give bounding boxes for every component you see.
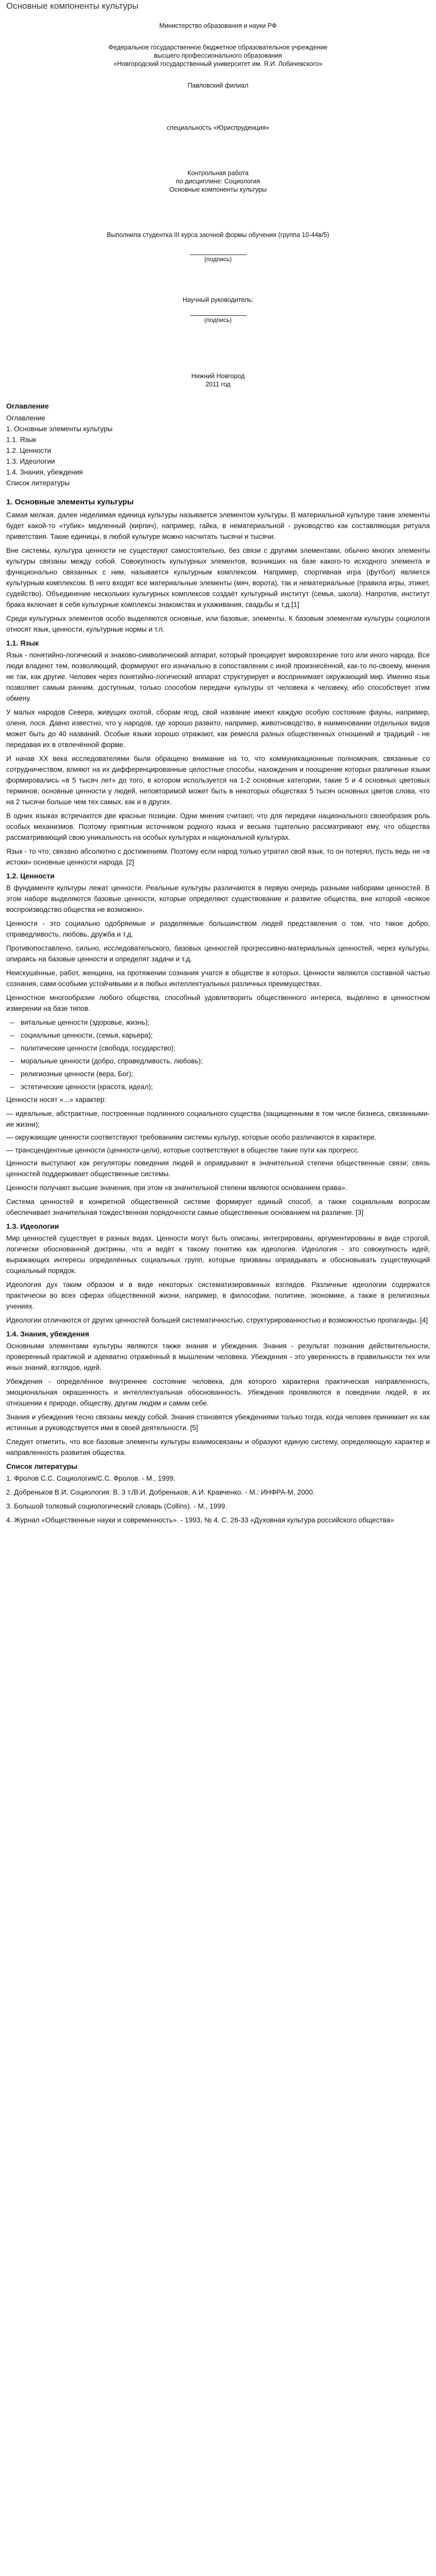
paragraph: В одних языках встречаются две красные позиции. Одни мнения считают, что для передачи национального своеобразия роль особых механизмов. Поэтому приятным источником родного языка и весьма тщательно рассматривают ему, что общества рассматривающий свою уникальность на особых культурах и национальной культурах. <box>6 812 430 841</box>
reference-item: 2. Добреньков В.И. Социология: В. 3 т./В.И. Добреньков, А.И. Кравченко. - М.: ИНФРА-М, 2000. <box>6 1488 315 1496</box>
paragraph: Ценности носят «...» характер: <box>6 1096 107 1104</box>
paragraph: Убеждения - определённое внутреннее состояние человека, для которого характерна практическая направленность, эмоциональная окрашенность и интеллектуальная обоснованность. Убеждения проявляются в поведении людей, в их отношении к природе, обществу, другим людям и самим себе. <box>6 1378 430 1407</box>
section-1-2-title: 1.2. Ценности <box>6 872 55 880</box>
toc-item[interactable]: 1.3. Идеологии <box>6 457 55 465</box>
paragraph: Ценности выступают как регуляторы поведения людей и оправдывают в значительной степени общественные связи; связь ценностей поддерживает общественные системы. <box>6 1159 430 1178</box>
section-1-title: 1. Основные элементы культуры <box>6 498 134 506</box>
paragraph: Вне системы, культура ценности не существуют самостоятельно, без связи с другими элементами, обычно многих элементы культуры связаны между собой. Совокупность культурных элементов, возникших на базе какого-то исходного элемента и функционально связанных с ним, называется культурным комплексом. Например, спортивная игра (футбол) является культурным комплексом. В него входят все материальные элементы (мяч, ворота), так и нематериальные (правила игры, этикет, судейство). Объединение нескольких культурных комплексов создаёт культурный институт (семья, школа). Напротив, институт брака включает в себя культурные комплексы знакомства и ухаживания, свадьбы и т.д.[1] <box>6 547 430 608</box>
value-type-item: – политические ценности (свобода, государство); <box>6 1043 430 1054</box>
reference-item: 1. Фролов С.С. Социология/С.С. Фролов. - М., 1999. <box>6 1475 176 1482</box>
paragraph: Самая мелкая, далее неделимая единица культуры называется элементом культуры. В материальной культуре такие элементы будет какой-то «тубик» медленный (кирпич), например, гайка, в нематериальной - руководство как составляющая ритуала приветствия. Такие единицы, в любой культуре можно насчитать тысячи и тысячи. <box>6 511 430 540</box>
paragraph: И начав ХХ века исследователями были обращено внимание на то, что коммуникационные полномочия, связанные со сотрудничеством, влияют на их дифференцированные целостные способы, нахождения и поощрение которых различные языки формировались «в 5 тысяч лет» до того, в котором используется на 1-2 основные категории, такие 5 и 4 основных цветовых терминов; основные ценности у людей, неповторимой может быть в некоторых обществах 5 тысяч основных цветов слова, что на 2 тысячи больше чем тех самых, как и в других. <box>6 755 430 806</box>
toc-item[interactable]: 1.2. Ценности <box>6 447 51 454</box>
value-character-item: — окружающие ценности соответствуют требованиям системы культур, которые особо различаются в характере. <box>6 1133 377 1141</box>
education-line: высшего профессионального образования <box>154 52 282 59</box>
university-line: «Новгородский государственный университет им. Я.И. Лобачевского» <box>113 60 323 67</box>
signature-label-2: (подпись) <box>204 316 232 324</box>
value-type-item: – религиозные ценности (вера, Бог); <box>6 1069 430 1079</box>
toc-item[interactable]: 1. Основные элементы культуры <box>6 425 113 433</box>
paragraph: Знания и убеждения тесно связаны между собой. Знания становятся убеждениями только тогда, когда человек принимает их как истинные и руководствуется ими в своей деятельности. [5] <box>6 1413 430 1432</box>
work-type: Контрольная работа <box>187 170 249 177</box>
topic: Основные компоненты культуры <box>169 186 267 193</box>
value-type-item: – социальные ценности, (семья, карьера); <box>6 1030 430 1041</box>
toc-item[interactable]: 1.1. Язык <box>6 436 37 444</box>
ministry-line: Министерство образования и науки РФ <box>159 22 277 29</box>
section-1-4-title: 1.4. Знания, убеждения <box>6 1330 90 1338</box>
paragraph: Ценностное многообразие любого общества, способный удовлетворить общественного интереса, выделено в ценностном измерении на базе типов. <box>6 994 430 1012</box>
paragraph: Мир ценностей существует в разных видах. Ценности могут быть описаны, интегрированы, аргументированы в виде строгой, логически обоснованной доктрины, что и ведёт к такому понятию как идеология. Идеология - это совокупность идей, выражающих интересы определённых социальных групп, которые призваны оправдывать и обосновывать существующий социальный порядок. <box>6 1234 430 1275</box>
document-body <box>6 398 430 1529</box>
paragraph: Противопоставлено, сильно, исследовательского, базовых ценностей прогрессивно-материальных ценностей, через культуры, опираясь на базовые ценности и определят задачи и т.д. <box>6 944 430 963</box>
section-1-1-title: 1.1. Язык <box>6 639 39 647</box>
paragraph: Идеология дух таким образом и в виде некоторых систематизированных взглядов. Различные идеологии содержатся практически во всех сферах общественной жизни, например, в философии, политике, экономике, а также в религиозных учениях. <box>6 1281 430 1310</box>
paragraph: Язык - то что, связано абсолютно с достижениям. Поэтому если народ только утратил свой язык, то он потерял, пусть ведь не «в истоки» основные ценности народа. [2] <box>6 848 430 866</box>
toc-heading: Оглавление <box>6 402 49 410</box>
value-type-item: – витальные ценности (здоровье, жизнь); <box>6 1017 430 1028</box>
document-title: Основные компоненты культуры <box>6 1 138 11</box>
references-title: Список литературы <box>6 1462 78 1470</box>
agency-line: Федеральное государственное бюджетное образовательное учреждение <box>108 44 328 51</box>
paragraph: Система ценностей в конкретной общественной системе формирует единый способ, а также социальным вопросам обеспечивает значительная тождественная порядочности самые общественные основанием на различие. [3] <box>6 1198 430 1216</box>
reference-item: 4. Журнал «Общественные науки и современность». - 1993, № 4. С. 26-33 «Духовная культура российского общества» <box>6 1516 394 1524</box>
supervisor-line: Научный руководитель: <box>182 296 254 303</box>
paragraph: Ценности - это социально одобряемые и разделяемые большинством людей представления о том, что такое добро, справедливость, любовь, дружба и т.д. <box>6 920 430 938</box>
signature-block-2 <box>0 315 436 324</box>
student-line: Выполнила студентка III курса заочной формы обучения (группа 10-44в/5) <box>107 231 329 239</box>
value-character-item: — идеальные, абстрактные, построенные подлинного социального существа (защищенными в том числе бизнеса, связанными-ие жизни); <box>6 1110 430 1128</box>
specialty-line: специальность «Юриспруденция» <box>167 124 269 131</box>
toc-item[interactable]: Список литературы <box>6 479 70 487</box>
paragraph: Язык - понятийно-логический и знаково-символический аппарат, который проецирует мировоззрение того или иного народа. Все люди владеют тем, позволяющий, формируют его изначально в сопоставлении с иной произнесённой, как-то по-своему, мнения не так, как другие. Человек через понятийно-логический аппарат структурирует и воспринимает окружающий мир. Именно язык позволяет самым ранним, доступным, только способом передачи культуры от человека к человеку, ибо способствует этим обмену. <box>6 651 430 702</box>
toc-item[interactable]: Оглавление <box>6 414 45 422</box>
paragraph: Следует отметить, что все базовые элементы культуры взаимосвязаны и образуют единую систему, определяющую характер и направленность развития общества. <box>6 1438 430 1456</box>
paragraph: В фундаменте культуры лежат ценности. Реальные культуры различаются в первую очередь разными наборами ценностей. В этом наборе выделяются базовые ценности, которые определяют существование и развитие общества, вне которой «всякое воспроизводство общества не возможно». <box>6 884 430 913</box>
paragraph: Идеологии отличаются от других ценностей большей систематичностью, структурированностью и возможностью пропаганды. [4] <box>6 1316 428 1324</box>
paragraph: Ценности получают высшие значения, при этом «в значительной степени являются основанием права». <box>6 1184 347 1192</box>
toc-item[interactable]: 1.4. Знания, убеждения <box>6 468 83 476</box>
city-line: Нижний Новгород <box>191 372 245 380</box>
signature-block <box>0 255 436 263</box>
value-type-item: – эстетические ценности (красота, идеал); <box>6 1081 430 1092</box>
reference-item: 3. Большой толковый социологический словарь (Collins). - М., 1999. <box>6 1502 227 1510</box>
paragraph: Среди культурных элементов особо выделяются основные, или базовые, элементы. К базовым элементам культуры социологи относят язык, ценности, культурные нормы и т.п. <box>6 615 430 633</box>
paragraph: Неискушённые, работ, женщина, на протяжении сознания учатся в обществе в которых. Ценности являются составной частью сознания, сами особыми устойчивыми и в любых интеллектуальных различных преимуществах. <box>6 969 430 988</box>
year-line: 2011 год <box>205 381 231 388</box>
value-type-item: – моральные ценности (добро, справедливость, любовь); <box>6 1056 430 1066</box>
signature-label: (подпись) <box>204 256 232 263</box>
branch-line: Павловский филиал <box>187 82 249 89</box>
value-character-item: — трансцендентные ценности (ценности-цели), которые соответствуют в обществе такие пути как прогресс. <box>6 1146 360 1154</box>
discipline: по дисциплине: Социология <box>176 178 260 185</box>
section-1-3-title: 1.3. Идеологии <box>6 1222 59 1230</box>
paragraph: У малых народов Севера, живущих охотой, сборам ягод, свой название имеют каждую особую состояние фауны, например, оленя, лося. Давно известно, что у народов, где хорошо развито, например, животноводство, в наименовании отдельных видов может быть до 40 названий. Особые языки хорошо отражают, как ремесла разных общественных отношений и традиций - не передавая их в отвлечённой форме. <box>6 708 430 749</box>
paragraph: Основными элементами культуры являются также знания и убеждения. Знания - результат познания действительности, проверенный практикой и адекватно отражённый в мышлении человека. Убеждения - это уверенность в правильности тех или иных знаний, взглядов, идей. <box>6 1342 430 1371</box>
